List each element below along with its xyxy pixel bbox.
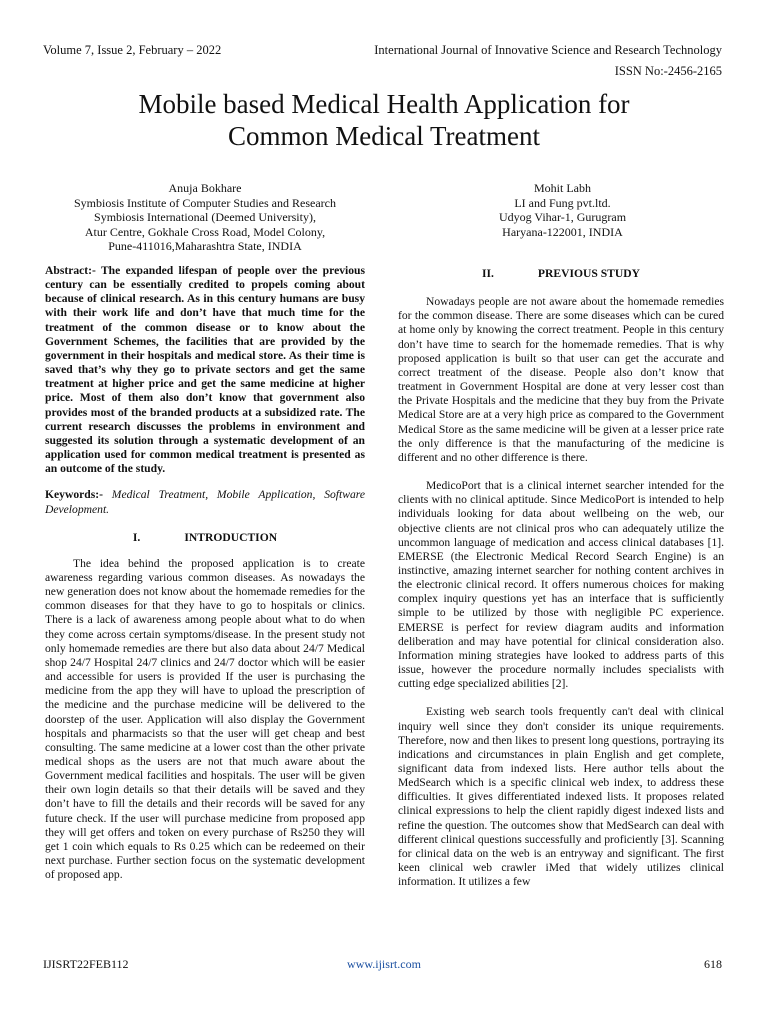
author-name: Mohit Labh	[534, 181, 591, 195]
section-title: INTRODUCTION	[184, 530, 278, 544]
author-affiliation-line: Pune-411016,Maharashtra State, INDIA	[108, 239, 302, 254]
journal-website-link[interactable]: www.ijisrt.com	[347, 957, 421, 971]
author-name: Anuja Bokhare	[168, 181, 242, 195]
body-paragraph: Existing web search tools frequently can't deal with clinical inquiry well since they don't consider its unique requirements. Therefore, now and then likes to present long questions, portraying its indications and circumstances in plain English and get complete, significant data from indexed lists. Here author tells about the MedSearch which is a specific clinical web index, to address these difficulties. It gives differentiated indexed lists. It proposes related clinical expressions to help the client rapidly digest indexed lists and refine the question. The outcomes show that MedSearch can deal with different clinical questions successfully and proficiently [3]. Scanning for clinical data on the web is an entryway and significant. The first keen clinical web crawler iMed that widely utilizes clinical information. It utilizes a few	[398, 705, 724, 889]
section-heading-previous-study	[398, 267, 724, 281]
left-column	[45, 264, 365, 882]
title-line-2: Common Medical Treatment	[228, 121, 540, 151]
keywords	[45, 488, 365, 516]
section-number: II.	[481, 267, 494, 280]
author-affiliation-line: Udyog Vihar-1, Gurugram	[498, 210, 627, 225]
paper-title	[0, 88, 768, 152]
abstract: Abstract:- The expanded lifespan of people over the previous century can be essentially credited to propels coming about because of clinical research. As in this century humans are busy with their work life and don’t have that much time for the treatment of the common disease or to know about the Government Schemes, the facilities that are provided by the government in their hospitals and medical store. As their time is saved that’s why they go to private sectors and get the same treatment at higher price and get the same medicine at higher price. Most of them also don’t know that government also provides most of the branded products at a subsidized rate. The current research discusses the problems in environment and suggested its solution through a systematic development of an application used for common medical treatment is presented as an outcome of the study.	[45, 264, 365, 476]
body-paragraph: Nowadays people are not aware about the homemade remedies for the common disease. There are some diseases which can be cured at home only by knowing the correct treatment. People in this century don’t have time to search for the homemade remedies. That is why proposed application is built so that user can get the accurate and correct treatment of the disease. People also don’t know that treatment in Government Hospital are done at very lesser cost than the Private Hospitals and the medicine that they buy from the Private Medical Store are at a very high price as compared to the Government Medical Store as the same medicine will be given at a lesser price rate the only difference is that the manufacturing of the medicine is different and no other difference is there.	[398, 295, 724, 464]
paper-code: IJISRT22FEB112	[43, 957, 129, 971]
footer-center	[0, 957, 768, 972]
author-affiliation-line: Haryana-122001, INDIA	[502, 224, 623, 239]
author-affiliation-line: Symbiosis International (Deemed University),	[94, 210, 316, 225]
title-line-1: Mobile based Medical Health Application for	[138, 89, 630, 119]
intro-paragraph: The idea behind the proposed application is to create awareness regarding various common diseases. As nowadays the new generation does not know about the homemade remedies for the common diseases for that they have to go to hospitals or clinics. There is a lack of awareness among people about what to do when they come across certain symptoms/disease. In the present study not only homemade remedies are there but also data about 24/7 Medical shop 24/7 Hospital 24/7 clinics and 24/7 doctor which will be easier and accessible for users is provided If the user is purchasing the medicine from the app they will have to upload the prescription of the medicine and the purchase medicine will be delivered to the doorstep of the user. Application will also display the Government hospitals and pharmacists so that the user will get cheap and best consulting. The same medicine at a lower cost than the other private medical shops as the users are not that much aware about the Government medical facilities and hospitals. The user will be given their own login details so that their details will be saved and they don’t have to fill the details and their records will be saved for any future check. If the user will purchase medicine from proposed app they will get offers and token on every purchase of Rs250 they will get 1 coin which equals to Rs 0.25 which can be redeemed on their next purchase. Further section focus on the systematic development of proposed app.	[45, 556, 365, 882]
journal-name: International Journal of Innovative Science and Research Technology	[374, 43, 722, 57]
author-affiliation-line: Symbiosis Institute of Computer Studies and Research	[74, 195, 336, 210]
page-number: 618	[704, 957, 722, 971]
section-heading-introduction	[45, 531, 365, 545]
body-paragraph: MedicoPort that is a clinical internet searcher intended for the clients with no clinical aptitude. Since MedicoPort is intended to help individuals looking for data about wellbeing on the web, our objective clients are not clinical pros who can adequately utilize the uncommon language of medication and access clinical databases [1]. EMERSE (the Electronic Medical Record Search Engine) is an instinctive, amazing internet searcher for nothing content archives in the electronic clinical record. It offers numerous choices for making complex inquiry questions yet has an interface that is sufficiently simple to be utilized by those with negligible PC experience. EMERSE is perfect for review diagram audits and information deliberation and may have potential for clinical consideration also. Information mining strategies have looked to address parts of this issue, however the procedure normally includes specialists with cutting edge specialized abilities [2].	[398, 479, 724, 691]
author-affiliation-line: Atur Centre, Gokhale Cross Road, Model Colony,	[84, 224, 326, 239]
author-block-2	[395, 181, 730, 239]
volume-info: Volume 7, Issue 2, February – 2022	[43, 43, 222, 57]
keywords-label: Keywords:-	[45, 488, 103, 502]
section-number: I.	[132, 530, 141, 544]
keywords-text: Medical Treatment, Mobile Application, Software Development.	[45, 488, 365, 516]
issn: ISSN No:-2456-2165	[614, 64, 722, 78]
right-column	[398, 264, 724, 889]
author-block-1	[40, 181, 370, 254]
author-affiliation-line: LI and Fung pvt.ltd.	[514, 195, 611, 210]
section-title: PREVIOUS STUDY	[537, 267, 641, 280]
